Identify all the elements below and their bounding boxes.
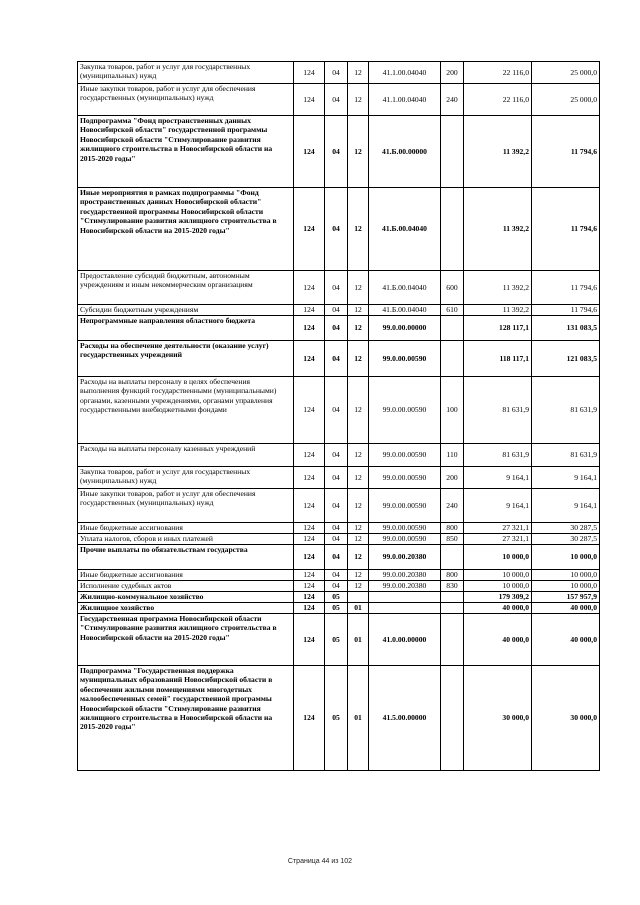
cell-name: Иные бюджетные ассигнования <box>78 570 294 581</box>
cell-ved: 124 <box>294 570 325 581</box>
cell-pr: 12 <box>348 271 369 305</box>
cell-amount-year1: 40 000,0 <box>464 603 532 614</box>
cell-pr: 12 <box>348 377 369 444</box>
cell-rz: 04 <box>325 570 348 581</box>
cell-rz: 04 <box>325 62 348 84</box>
cell-pr: 12 <box>348 534 369 545</box>
cell-amount-year1: 11 392,2 <box>464 271 532 305</box>
cell-amount-year1: 81 631,9 <box>464 444 532 467</box>
cell-amount-year1: 22 116,0 <box>464 62 532 84</box>
cell-csr: 99.0.00.20380 <box>369 545 441 570</box>
cell-rz: 04 <box>325 377 348 444</box>
cell-pr: 01 <box>348 603 369 614</box>
cell-vr <box>441 666 464 771</box>
cell-name: Субсидии бюджетным учреждениям <box>78 305 294 316</box>
table-row <box>78 444 600 467</box>
cell-name: Подпрограмма "Фонд пространственных данных Новосибирской области" государственной программы Новосибирской области "Стимулирование развития жилищного строительства в Новосибирской области на 2015-2020 годы" <box>78 116 294 188</box>
cell-vr <box>441 603 464 614</box>
cell-pr: 12 <box>348 305 369 316</box>
table-row <box>78 271 600 305</box>
table-row <box>78 188 600 271</box>
cell-amount-year1: 81 631,9 <box>464 377 532 444</box>
cell-vr: 200 <box>441 467 464 489</box>
cell-vr: 830 <box>441 581 464 592</box>
cell-rz: 04 <box>325 534 348 545</box>
table-row <box>78 592 600 603</box>
cell-amount-year2: 81 631,9 <box>532 377 600 444</box>
cell-vr: 110 <box>441 444 464 467</box>
cell-amount-year2: 9 164,1 <box>532 489 600 523</box>
page-number-label: Страница 44 из 102 <box>287 858 353 865</box>
cell-amount-year2: 30 287,5 <box>532 534 600 545</box>
cell-amount-year2: 40 000,0 <box>532 603 600 614</box>
cell-csr: 41.1.00.04040 <box>369 84 441 116</box>
cell-csr: 99.0.00.00590 <box>369 341 441 377</box>
cell-name: Закупка товаров, работ и услуг для государственных (муниципальных) нужд <box>78 467 294 489</box>
cell-amount-year2: 10 000,0 <box>532 581 600 592</box>
cell-vr: 800 <box>441 523 464 534</box>
cell-name: Расходы на обеспечение деятельности (оказание услуг) государственных учреждений <box>78 341 294 377</box>
cell-vr: 800 <box>441 570 464 581</box>
cell-csr: 41.Б.00.04040 <box>369 188 441 271</box>
cell-ved: 124 <box>294 316 325 341</box>
cell-ved: 124 <box>294 545 325 570</box>
cell-amount-year1: 27 321,1 <box>464 534 532 545</box>
cell-pr: 01 <box>348 614 369 666</box>
cell-ved: 124 <box>294 305 325 316</box>
cell-amount-year1: 11 392,2 <box>464 188 532 271</box>
cell-ved: 124 <box>294 489 325 523</box>
cell-pr: 12 <box>348 444 369 467</box>
cell-rz: 05 <box>325 666 348 771</box>
cell-amount-year2: 11 794,6 <box>532 271 600 305</box>
cell-csr: 99.0.00.00590 <box>369 534 441 545</box>
cell-csr: 99.0.00.00590 <box>369 444 441 467</box>
cell-vr: 240 <box>441 84 464 116</box>
table-row <box>78 570 600 581</box>
cell-pr: 12 <box>348 489 369 523</box>
cell-amount-year1: 179 309,2 <box>464 592 532 603</box>
cell-pr: 12 <box>348 467 369 489</box>
cell-name: Непрограммные направления областного бюджета <box>78 316 294 341</box>
cell-pr: 12 <box>348 581 369 592</box>
cell-csr <box>369 603 441 614</box>
cell-rz: 04 <box>325 581 348 592</box>
cell-rz: 04 <box>325 341 348 377</box>
cell-vr: 200 <box>441 62 464 84</box>
cell-name: Подпрограмма "Государственная поддержка муниципальных образований Новосибирской области в обеспечении жилыми помещениями многодетных малообеспеченных семей" государственной программы Новосибирской области "Стимулирование развития жилищного строительства в Новосибирской области на 2015-2020 годы" <box>78 666 294 771</box>
cell-rz: 05 <box>325 614 348 666</box>
cell-pr: 12 <box>348 62 369 84</box>
budget-table <box>77 61 600 771</box>
cell-amount-year2: 25 000,0 <box>532 62 600 84</box>
cell-amount-year1: 118 117,1 <box>464 341 532 377</box>
cell-rz: 04 <box>325 271 348 305</box>
cell-amount-year2: 131 083,5 <box>532 316 600 341</box>
cell-vr <box>441 341 464 377</box>
cell-pr: 12 <box>348 523 369 534</box>
table-row <box>78 341 600 377</box>
cell-name: Закупка товаров, работ и услуг для государственных (муниципальных) нужд <box>78 62 294 84</box>
cell-pr: 12 <box>348 341 369 377</box>
cell-amount-year1: 9 164,1 <box>464 467 532 489</box>
cell-amount-year1: 22 116,0 <box>464 84 532 116</box>
cell-ved: 124 <box>294 271 325 305</box>
cell-vr: 600 <box>441 271 464 305</box>
cell-name: Исполнение судебных актов <box>78 581 294 592</box>
cell-amount-year2: 121 083,5 <box>532 341 600 377</box>
cell-amount-year2: 40 000,0 <box>532 614 600 666</box>
cell-name: Прочие выплаты по обязательствам государства <box>78 545 294 570</box>
cell-csr: 99.0.00.00590 <box>369 467 441 489</box>
cell-pr: 12 <box>348 116 369 188</box>
cell-vr: 610 <box>441 305 464 316</box>
cell-name: Государственная программа Новосибирской области "Стимулирование развития жилищного строительства в Новосибирской области на 2015-2020 годы" <box>78 614 294 666</box>
cell-amount-year2: 10 000,0 <box>532 545 600 570</box>
cell-csr: 99.0.00.00590 <box>369 523 441 534</box>
cell-ved: 124 <box>294 188 325 271</box>
cell-csr: 41.5.00.00000 <box>369 666 441 771</box>
cell-ved: 124 <box>294 603 325 614</box>
cell-rz: 05 <box>325 592 348 603</box>
cell-ved: 124 <box>294 84 325 116</box>
cell-ved: 124 <box>294 581 325 592</box>
page-footer <box>0 858 640 865</box>
cell-ved: 124 <box>294 62 325 84</box>
table-row <box>78 84 600 116</box>
cell-csr: 41.Б.00.00000 <box>369 116 441 188</box>
cell-ved: 124 <box>294 377 325 444</box>
cell-rz: 04 <box>325 467 348 489</box>
cell-name: Расходы на выплаты персоналу в целях обеспечения выполнения функций государственными (муниципальными) органами, казенными учреждениями, органами управления государственными внебюджетными фондами <box>78 377 294 444</box>
cell-csr: 41.Б.00.04040 <box>369 305 441 316</box>
cell-vr <box>441 116 464 188</box>
cell-rz: 04 <box>325 523 348 534</box>
cell-amount-year2: 11 794,6 <box>532 116 600 188</box>
cell-pr: 12 <box>348 570 369 581</box>
cell-name: Жилищно-коммунальное хозяйство <box>78 592 294 603</box>
cell-amount-year1: 9 164,1 <box>464 489 532 523</box>
cell-amount-year1: 10 000,0 <box>464 581 532 592</box>
cell-amount-year2: 30 287,5 <box>532 523 600 534</box>
cell-amount-year2: 157 957,9 <box>532 592 600 603</box>
table-row <box>78 377 600 444</box>
cell-rz: 04 <box>325 444 348 467</box>
cell-amount-year1: 10 000,0 <box>464 545 532 570</box>
table-row <box>78 603 600 614</box>
cell-ved: 124 <box>294 614 325 666</box>
cell-rz: 04 <box>325 84 348 116</box>
cell-pr: 12 <box>348 84 369 116</box>
cell-amount-year2: 11 794,6 <box>532 305 600 316</box>
cell-amount-year2: 10 000,0 <box>532 570 600 581</box>
cell-ved: 124 <box>294 467 325 489</box>
cell-pr: 12 <box>348 188 369 271</box>
cell-csr: 99.0.00.20380 <box>369 581 441 592</box>
cell-amount-year1: 128 117,1 <box>464 316 532 341</box>
cell-vr: 100 <box>441 377 464 444</box>
cell-rz: 04 <box>325 305 348 316</box>
cell-csr: 41.1.00.04040 <box>369 62 441 84</box>
cell-amount-year1: 40 000,0 <box>464 614 532 666</box>
table-row <box>78 467 600 489</box>
table-row <box>78 614 600 666</box>
cell-amount-year1: 11 392,2 <box>464 305 532 316</box>
table-row <box>78 316 600 341</box>
cell-ved: 124 <box>294 592 325 603</box>
cell-amount-year2: 9 164,1 <box>532 467 600 489</box>
cell-csr <box>369 592 441 603</box>
cell-csr: 99.0.00.00590 <box>369 489 441 523</box>
cell-csr: 41.0.00.00000 <box>369 614 441 666</box>
cell-amount-year1: 10 000,0 <box>464 570 532 581</box>
cell-name: Иные бюджетные ассигнования <box>78 523 294 534</box>
cell-amount-year2: 81 631,9 <box>532 444 600 467</box>
cell-name: Жилищное хозяйство <box>78 603 294 614</box>
cell-ved: 124 <box>294 534 325 545</box>
cell-ved: 124 <box>294 444 325 467</box>
cell-amount-year1: 27 321,1 <box>464 523 532 534</box>
table-row <box>78 305 600 316</box>
cell-amount-year2: 25 000,0 <box>532 84 600 116</box>
cell-csr: 99.0.00.00590 <box>369 377 441 444</box>
cell-ved: 124 <box>294 666 325 771</box>
cell-ved: 124 <box>294 341 325 377</box>
cell-csr: 41.Б.00.04040 <box>369 271 441 305</box>
table-row <box>78 116 600 188</box>
table-body <box>78 62 600 771</box>
cell-vr <box>441 188 464 271</box>
cell-vr: 240 <box>441 489 464 523</box>
cell-csr: 99.0.00.00000 <box>369 316 441 341</box>
cell-vr <box>441 545 464 570</box>
table-row <box>78 581 600 592</box>
cell-amount-year2: 30 000,0 <box>532 666 600 771</box>
cell-name: Уплата налогов, сборов и иных платежей <box>78 534 294 545</box>
cell-pr <box>348 592 369 603</box>
cell-vr: 850 <box>441 534 464 545</box>
cell-name: Расходы на выплаты персоналу казенных учреждений <box>78 444 294 467</box>
cell-csr: 99.0.00.20380 <box>369 570 441 581</box>
cell-amount-year1: 11 392,2 <box>464 116 532 188</box>
cell-rz: 04 <box>325 316 348 341</box>
cell-vr <box>441 316 464 341</box>
cell-rz: 04 <box>325 188 348 271</box>
table-row <box>78 489 600 523</box>
cell-vr <box>441 592 464 603</box>
table-row <box>78 534 600 545</box>
table-row <box>78 545 600 570</box>
cell-name: Иные закупки товаров, работ и услуг для обеспечения государственных (муниципальных) нужд <box>78 84 294 116</box>
cell-rz: 04 <box>325 489 348 523</box>
cell-rz: 04 <box>325 116 348 188</box>
table-row <box>78 523 600 534</box>
table-row <box>78 62 600 84</box>
cell-rz: 04 <box>325 545 348 570</box>
cell-amount-year2: 11 794,6 <box>532 188 600 271</box>
cell-pr: 01 <box>348 666 369 771</box>
cell-pr: 12 <box>348 545 369 570</box>
cell-name: Иные закупки товаров, работ и услуг для обеспечения государственных (муниципальных) нужд <box>78 489 294 523</box>
table-row <box>78 666 600 771</box>
cell-name: Иные мероприятия в рамках подпрограммы "Фонд пространственных данных Новосибирской области" государственной программы Новосибирской области "Стимулирование развития жилищного строительства в Новосибирской области на 2015-2020 годы" <box>78 188 294 271</box>
cell-rz: 05 <box>325 603 348 614</box>
cell-pr: 12 <box>348 316 369 341</box>
cell-name: Предоставление субсидий бюджетным, автономным учреждениям и иным некоммерческим организациям <box>78 271 294 305</box>
cell-ved: 124 <box>294 116 325 188</box>
cell-amount-year1: 30 000,0 <box>464 666 532 771</box>
cell-vr <box>441 614 464 666</box>
cell-ved: 124 <box>294 523 325 534</box>
